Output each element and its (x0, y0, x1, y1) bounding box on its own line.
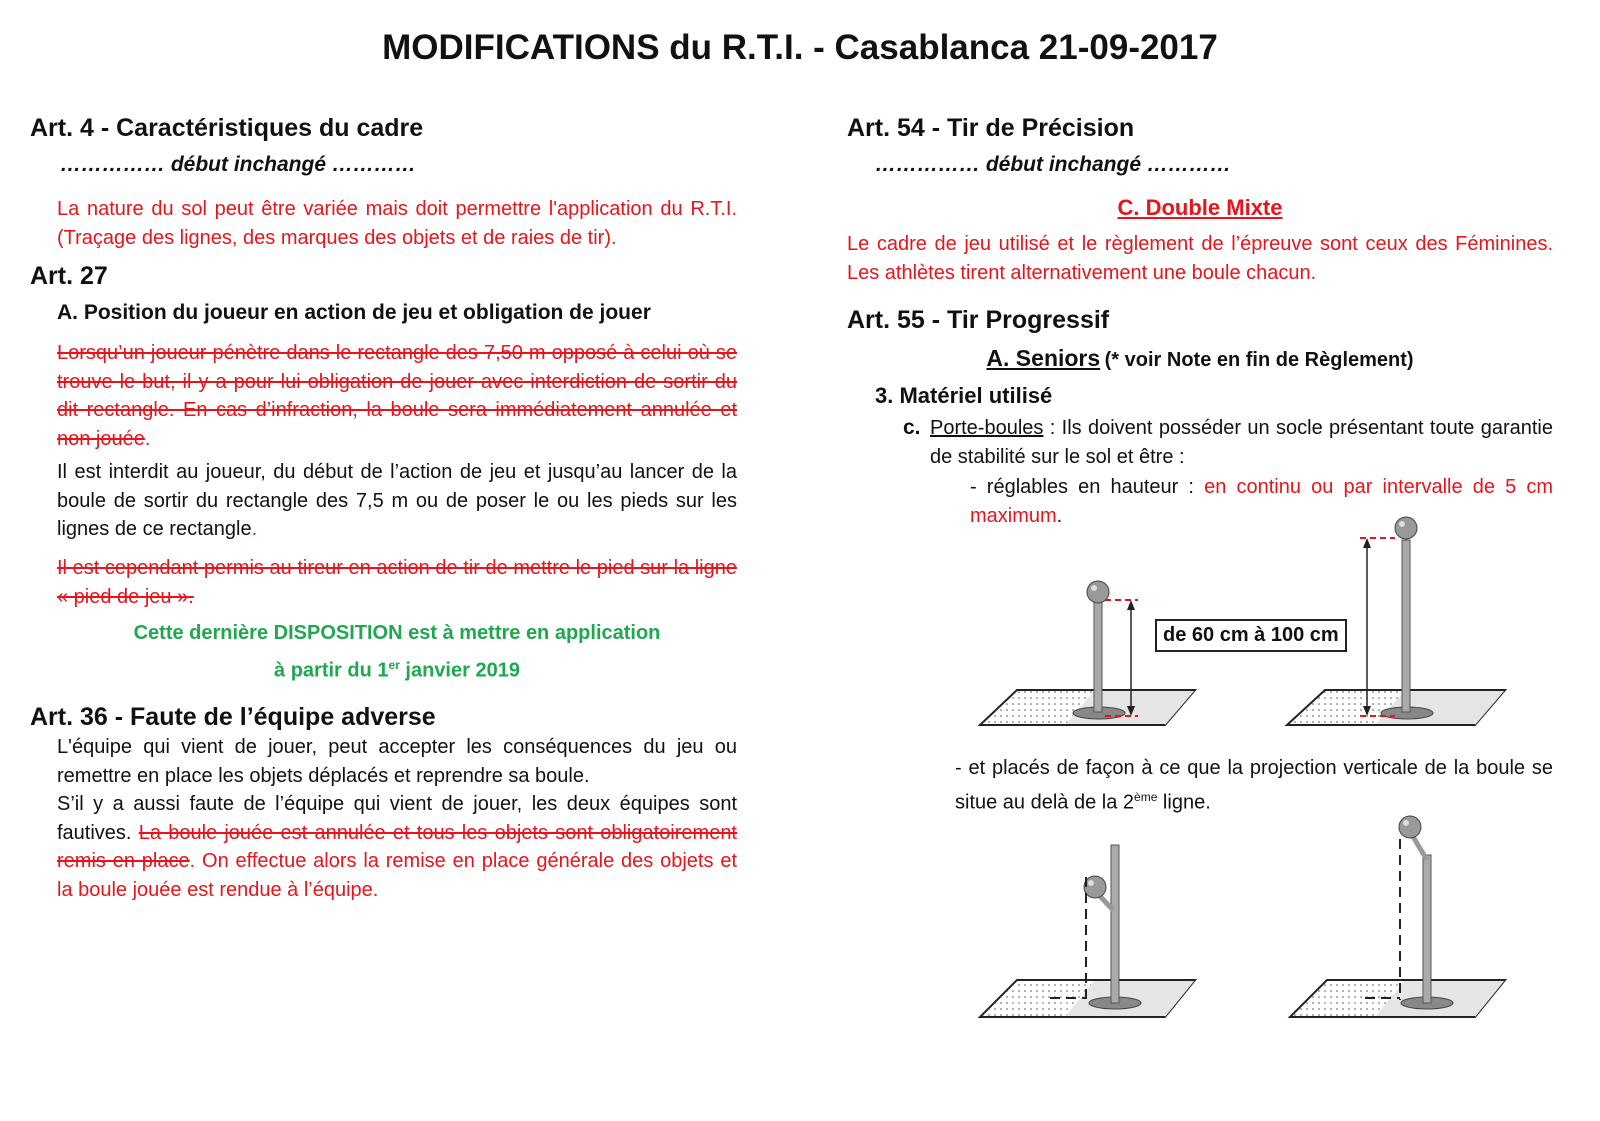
green-date-b: janvier 2019 (399, 659, 520, 682)
green-date-sup: er (388, 658, 400, 672)
art27-green-line-1: Cette dernière DISPOSITION est à mettre en application (133, 622, 661, 644)
bullet-2 (955, 754, 1553, 817)
seniors-label: A. Seniors (986, 345, 1101, 371)
page-title: MODIFICATIONS du R.T.I. - Casablanca 21-09-2017 (382, 28, 1218, 67)
art27-struck-end: . (144, 427, 151, 450)
art36-heading: Art. 36 - Faute de l’équipe adverse (30, 703, 436, 731)
art27-struck-paragraph-2: Il est cependant permis au tireur en action de tir de mettre le pied sur la ligne « pied de jeu ». (57, 557, 737, 608)
art36-red: . On effectue alors la remise en place générale des objets et la boule jouée est rendue à l’équipe. (57, 850, 737, 901)
bullet2-sup: ème (1134, 789, 1158, 804)
art27-heading: Art. 27 (30, 262, 108, 290)
art27-subheading: A. Position du joueur en action de jeu et obligation de jouer (57, 301, 651, 324)
art54-unchanged: …………… début inchangé ………… (875, 153, 1231, 176)
section3-heading: 3. Matériel utilisé (875, 383, 1053, 408)
bullet1-end: . (1056, 504, 1063, 527)
art27-paragraph (57, 458, 737, 544)
bullet1-text: - réglables en hauteur : (970, 476, 1205, 498)
boule-holder-high (1381, 517, 1433, 719)
bullet2-text: - et placés de façon à ce que la projection verticale de la boule se situe au delà de la 2 (955, 757, 1553, 814)
green-date-a: à partir du 1 (274, 659, 389, 682)
art36-paragraph-2 (57, 790, 737, 904)
art27-struck-paragraph (57, 339, 737, 453)
art27-text: Il est interdit au joueur, du début de l’action de jeu et jusqu’au lancer de la boule de sortir du rectangle des 7,5 m ou de poser le ou les pieds sur les lignes de ce rectangle (57, 461, 737, 540)
item-description: : Ils doivent posséder un socle présentant toute garantie de stabilité sur le sol et être : (930, 417, 1553, 468)
art54-heading: Art. 54 - Tir de Précision (847, 114, 1135, 142)
art54-text: Le cadre de jeu utilisé et le règlement de l’épreuve sont ceux des Féminines. Les athlètes tirent alternativement une boule chacun. (847, 233, 1553, 284)
item-term: Porte-boules (930, 417, 1044, 439)
bullet1-red: en continu ou par intervalle de 5 cm maximum (970, 476, 1553, 527)
seniors-note: (* voir Note en fin de Règlement) (1104, 349, 1414, 371)
item-letter: c. (903, 416, 921, 439)
art36-paragraph-1: L'équipe qui vient de jouer, peut accepter les conséquences du jeu ou remettre en place les objets déplacés et reprendre sa boule. (57, 736, 737, 787)
art55-seniors-line (847, 345, 1553, 372)
art4-text: La nature du sol peut être variée mais doit permettre l'application du R.T.I. (Traçage des lignes, des marques des objets et de raies de tir). (57, 198, 737, 249)
art4-unchanged: …………… début inchangé ………… (60, 153, 416, 176)
art27-struck-text: Lorsqu’un joueur pénètre dans le rectangle des 7,50 m opposé à celui où se trouve le but, il y a pour lui obligation de jouer avec interdiction de sortir du dit rectangle. En cas d’infraction, la boule sera immédiatement annulée et non jouée (57, 342, 737, 450)
height-range-label: de 60 cm à 100 cm (1155, 619, 1347, 652)
art27-green-line-2 (57, 658, 737, 683)
bullet2-end: ligne. (1157, 791, 1211, 814)
art55-heading: Art. 55 - Tir Progressif (847, 306, 1110, 334)
ground-plate-left-2 (980, 980, 1195, 1017)
item-text (930, 414, 1553, 471)
projection-illustration (975, 815, 1535, 1030)
art27-text-end: . (251, 518, 258, 540)
projection-line-high (1365, 839, 1400, 1000)
art54-subheading: C. Double Mixte (1117, 195, 1283, 220)
art36-text: S’il y a aussi faute de l’équipe qui vient de jouer, les deux équipes sont fautives. (57, 793, 737, 844)
art36-struck: La boule jouée est annulée et tous les objets sont obligatoirement remis en place (57, 821, 737, 872)
art4-heading: Art. 4 - Caractéristiques du cadre (30, 114, 424, 142)
